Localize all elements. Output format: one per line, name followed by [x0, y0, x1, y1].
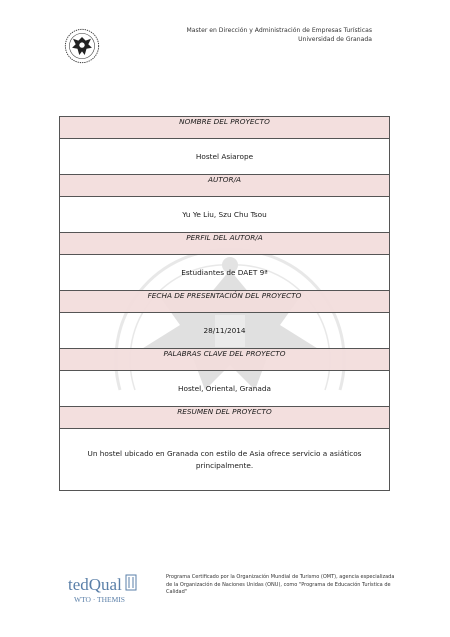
keywords-value: Hostel, Oriental, Granada	[60, 371, 390, 407]
profile-label-row	[60, 233, 390, 255]
header-university: Universidad de Granada	[298, 36, 372, 43]
project-name-value: Hostel Asiarope	[60, 139, 390, 175]
header-program: Master en Dirección y Administración de Empresas Turísticas	[186, 27, 372, 34]
project-name-value-row	[60, 139, 390, 175]
author-label: AUTOR/A	[60, 175, 390, 197]
keywords-value-row	[60, 371, 390, 407]
project-form-table	[59, 116, 390, 491]
logo-subtext: WTO · THEMIS	[74, 595, 125, 604]
tedqual-logo-icon	[68, 571, 138, 607]
page-header	[187, 26, 372, 44]
profile-value-row	[60, 255, 390, 291]
footer-note: Programa Certificado por la Organización Mundial de Turismo (OMT), agencia especializada de la Organización de Naciones Unidas (ONU), como "Programa de Educación Turística de Calidad"	[166, 574, 395, 596]
profile-value: Estudiantes de DAET 9ª	[60, 255, 390, 291]
date-value: 28/11/2014	[60, 313, 390, 349]
university-seal-icon	[64, 28, 100, 64]
project-name-label: NOMBRE DEL PROYECTO	[60, 117, 390, 139]
summary-value: Un hostel ubicado en Granada con estilo de Asia ofrece servicio a asiáticos principalmente.	[60, 429, 390, 491]
logo-wordmark: tedQual	[68, 575, 122, 594]
keywords-label: PALABRAS CLAVE DEL PROYECTO	[60, 349, 390, 371]
date-value-row	[60, 313, 390, 349]
author-value-row	[60, 197, 390, 233]
project-name-label-row	[60, 117, 390, 139]
summary-label-row	[60, 407, 390, 429]
summary-label: RESUMEN DEL PROYECTO	[60, 407, 390, 429]
keywords-label-row	[60, 349, 390, 371]
profile-label: PERFIL DEL AUTOR/A	[60, 233, 390, 255]
date-label-row	[60, 291, 390, 313]
date-label: FECHA DE PRESENTACIÓN DEL PROYECTO	[60, 291, 390, 313]
summary-value-row	[60, 429, 390, 491]
author-label-row	[60, 175, 390, 197]
author-value: Yu Ye Liu, Szu Chu Tsou	[60, 197, 390, 233]
